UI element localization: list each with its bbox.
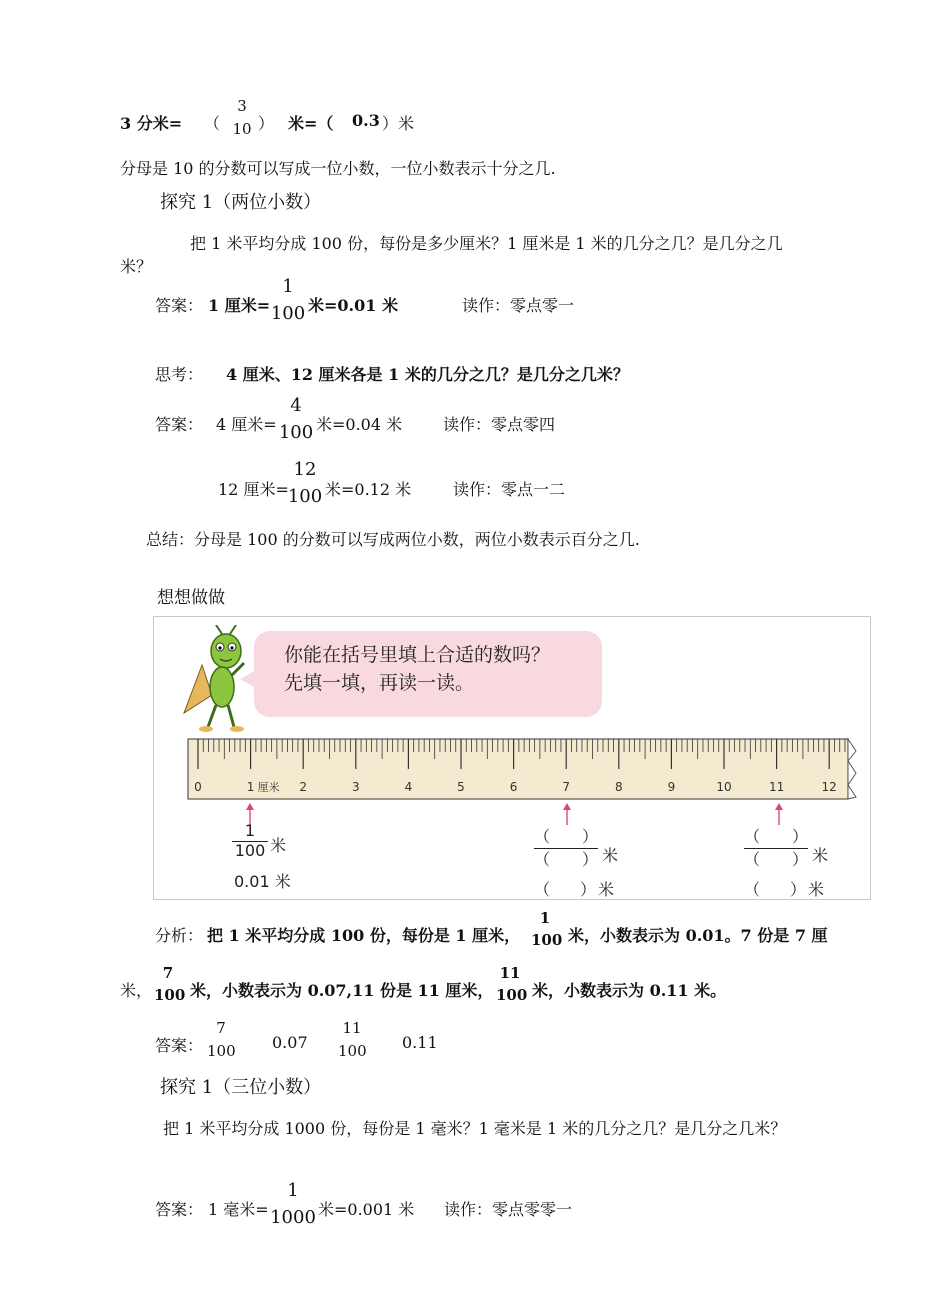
summary-text: 总结：分母是 100 的分数可以写成两位小数，两位小数表示百分之几. [146,530,640,549]
answer5-fraction [270,1182,316,1227]
ruler-label: 8 [614,780,623,794]
blank-paren-close: ） [581,850,598,869]
answer3-fraction [287,461,323,506]
speech-bubble-text [284,641,550,697]
fraction-numerator: 11 [499,964,521,982]
blank-paren-close: ） [581,827,598,846]
line1-paren-open: （ [204,114,221,133]
think-text: 4 厘米、12 厘米各是 1 米的几分之几？是几分之几米？ [226,365,629,384]
blank-paren-close: ） [791,850,808,869]
answer1-reading: 读作：零点零一 [462,296,575,315]
ruler-label: 10 [716,780,732,794]
line1-fraction [230,99,254,137]
answer3-lhs: 12 厘米= [218,480,289,499]
blank7-decimal-open: （ [534,880,551,899]
explore-two-decimals-title: 探究 1（两位小数） [160,192,322,213]
fraction-denominator: 100 [287,486,323,507]
answer2-label: 答案： [155,415,204,434]
bubble-line-1: 你能在括号里填上合适的数吗？ [284,644,551,666]
answer5-reading: 读作：零点零零一 [444,1200,573,1219]
fraction-numerator: 11 [342,1019,362,1037]
answer3-reading: 读作：零点一二 [453,480,566,499]
line1-paren-close: ） [258,114,275,133]
ruler-label: 4 [404,780,413,794]
answer2-reading: 读作：零点零四 [443,415,556,434]
fraction-numerator: 1 [287,1180,299,1201]
analysis-fraction-1 [531,909,563,949]
answer4-fraction-2 [338,1021,366,1059]
fraction-denominator: 1000 [270,1207,316,1228]
analysis-label: 分析： [155,926,204,945]
fraction-denominator: 100 [338,1042,367,1060]
answer4-value-2: 0.11 [402,1033,438,1052]
analysis-fraction-2 [154,964,186,1004]
fraction-denominator: 100 [154,986,186,1004]
answer3-rhs: 米=0.12 米 [325,480,412,499]
mark1-decimal: 0.01 米 [234,872,291,891]
analysis-fraction-3 [496,964,528,1004]
ruler-label: 9 [667,780,676,794]
blank-paren-open: （ [534,827,551,846]
ruler-label: 1 [246,780,255,794]
fraction-numerator: 4 [290,395,302,416]
fraction-denominator: 100 [207,1042,236,1060]
mark1-unit: 米 [270,836,287,855]
bubble-line-2: 先填一填，再读一读。 [284,672,475,694]
blank-paren-open: （ [744,827,761,846]
fraction-numerator: 12 [293,459,317,480]
answer4-value-1: 0.07 [272,1033,308,1052]
ruler-label: 12 [821,780,837,794]
think-do-title: 想想做做 [157,588,225,608]
answer5-rhs: 米=0.001 米 [318,1200,415,1219]
line1-end: ）米 [382,114,415,133]
answer2-fraction [278,397,314,442]
blank11-decimal-close: ） [790,880,807,899]
fraction-numerator: 1 [244,821,256,840]
answer2-rhs: 米=0.04 米 [316,415,403,434]
textbook-illustration-panel [153,616,871,900]
analysis-part2: 米，小数表示为 0.01。7 份是 7 厘 [568,926,828,945]
blank7-decimal-close: ） [580,880,597,899]
answer1-rhs: 米=0.01 米 [308,296,398,315]
answer4-fraction-1 [207,1021,235,1059]
answer1-lhs: 1 厘米= [208,296,271,315]
blank-paren-open: （ [744,850,761,869]
blank11-decimal-unit: 米 [808,880,825,899]
centimeter-ruler [184,737,864,809]
line1-lhs: 3 分米= [120,114,183,133]
analysis-part5: 米，小数表示为 0.11 米。 [532,981,727,1000]
blank-paren-open: （ [534,850,551,869]
ruler-label: 7 [562,780,571,794]
blank7-decimal-unit: 米 [598,880,615,899]
fraction-denominator: 100 [270,303,306,324]
fraction-numerator: 1 [282,276,294,297]
blank11-decimal-open: （ [744,880,761,899]
rule-one-decimal: 分母是 10 的分数可以写成一位小数，一位小数表示十分之几. [120,159,556,178]
ruler-label: 2 [299,780,308,794]
fraction-denominator: 100 [278,422,314,443]
ruler-label: 0 [194,780,202,794]
question1-line-b: 米？ [120,257,153,276]
blank11-fraction [744,829,808,868]
answer2-lhs: 4 厘米= [216,415,277,434]
arrow-up-icon [771,803,787,825]
analysis-part4: 米，小数表示为 0.07,11 份是 11 厘米， [190,981,494,1000]
blank7-unit: 米 [602,846,619,865]
answer4-label: 答案： [155,1036,204,1055]
fraction-denominator: 100 [232,841,268,859]
ruler-unit-label: 厘米 [257,781,280,794]
line1-decimal: 0.3 [352,111,380,130]
blank-paren-close: ） [791,827,808,846]
fraction-numerator: 7 [162,964,174,982]
blank11-unit: 米 [812,846,829,865]
ruler-body [188,739,848,799]
fraction-denominator: 100 [531,931,563,949]
line1-mid: 米=（ [288,114,334,133]
answer1-label: 答案： [155,296,204,315]
arrow-up-icon [559,803,575,825]
explore-three-decimals-title: 探究 1（三位小数） [160,1077,322,1098]
fraction-denominator: 100 [496,986,528,1004]
ruler-label: 6 [509,780,518,794]
ruler-torn-edge [848,739,856,799]
ruler-label: 3 [351,780,360,794]
answer5-lhs: 1 毫米= [208,1200,269,1219]
think-label: 思考： [155,365,204,384]
answer1-fraction [270,278,306,323]
ruler-label: 11 [768,780,785,794]
fraction-numerator: 1 [539,909,551,927]
analysis-part1: 把 1 米平均分成 100 份，每份是 1 厘米， [207,926,521,945]
ruler-label: 5 [457,780,465,794]
fraction-denominator: 10 [232,120,252,138]
fraction-numerator: 3 [237,97,247,115]
answer5-label: 答案： [155,1200,204,1219]
mark1-fraction [232,823,268,859]
analysis-part3: 米， [120,981,153,1000]
fraction-numerator: 7 [216,1019,226,1037]
question2-text: 把 1 米平均分成 1000 份，每份是 1 毫米？1 毫米是 1 米的几分之几？是几分之几米？ [163,1119,787,1138]
blank7-fraction [534,829,598,868]
question1-line-a: 把 1 米平均分成 100 份，每份是多少厘米？1 厘米是 1 米的几分之几？是几分之几 [190,234,783,253]
